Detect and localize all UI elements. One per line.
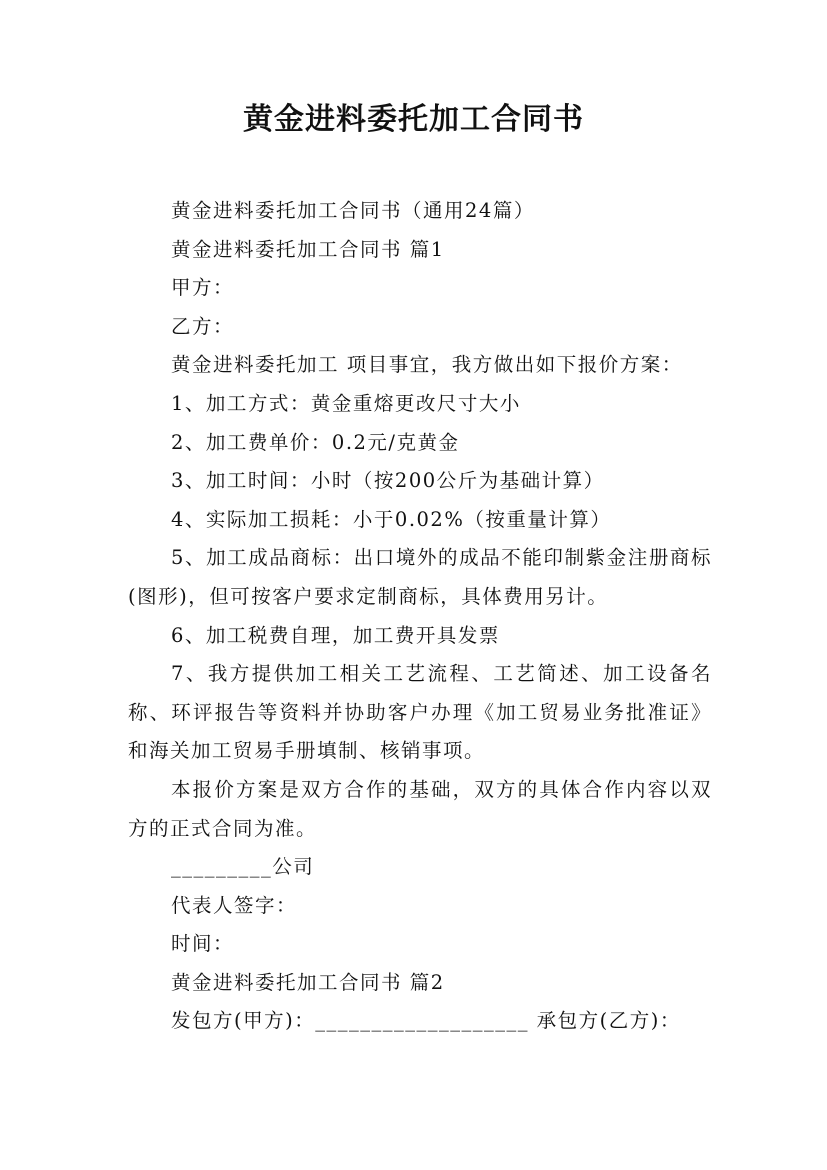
party-b-line: 乙方： [171,314,235,338]
clause-1: 1、加工方式：黄金重熔更改尺寸大小 [171,391,521,415]
clause-2: 2、加工费单价：0.2元/克黄金 [171,430,460,454]
clause-6: 6、加工税费自理，加工费开具发票 [171,623,500,647]
company-signature-line: _________公司 [171,855,315,879]
quote-intro: 黄金进料委托加工 项目事宜，我方做出如下报价方案： [171,353,683,377]
party-a-line: 甲方： [171,276,235,300]
clause-7: 7、我方提供加工相关工艺流程、工艺简述、加工设备名称、环评报告等资料并协助客户办理《加工贸易业务批准证》和海关加工贸易手册填制、核销事项。 [128,662,712,763]
representative-signature: 代表人签字： [171,893,298,917]
document-body [128,192,712,1041]
clause-4: 4、实际加工损耗：小于0.02%（按重量计算） [171,507,612,531]
document-title: 黄金进料委托加工合同书 [243,102,584,137]
clause-5: 5、加工成品商标：出口境外的成品不能印制紫金注册商标(图形)，但可按客户要求定制商标，具体费用另计。 [128,546,712,608]
clause-3: 3、加工时间：小时（按200公斤为基础计算） [171,469,605,493]
date-line: 时间： [171,932,235,956]
quote-basis-note: 本报价方案是双方合作的基础，双方的具体合作内容以双方的正式合同为准。 [128,777,712,840]
section-heading-2: 黄金进料委托加工合同书 篇2 [171,970,445,994]
doc-subtitle: 黄金进料委托加工合同书（通用24篇） [171,199,535,222]
contract-parties-line: 发包方(甲方)：___________________ 承包方(乙方)： [171,1009,681,1033]
section-heading-1: 黄金进料委托加工合同书 篇1 [171,237,445,261]
